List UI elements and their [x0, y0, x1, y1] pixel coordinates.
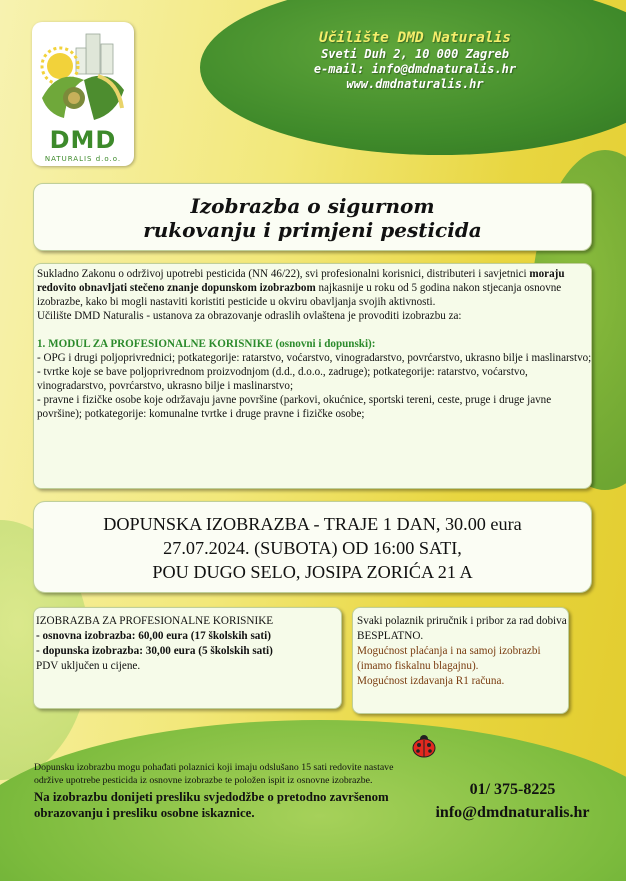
pricing-supplementary-text: - dopunska izobrazba: 30,00 eura (5 školskih sati) [36, 645, 273, 657]
org-email[interactable]: e-mail: info@dmdnaturalis.hr [313, 62, 517, 76]
pricing-basic [36, 629, 273, 644]
event-line-2: 27.07.2024. (SUBOTA) OD 16:00 SATI, [163, 538, 462, 558]
spacer [37, 323, 592, 337]
org-address: Sveti Duh 2, 10 000 Zagreb [321, 47, 509, 61]
pricing-card [33, 607, 342, 709]
info-card [352, 607, 569, 714]
info-r1-invoice: Mogućnost izdavanja R1 računa. [357, 675, 505, 687]
main-info-card [33, 263, 592, 489]
pricing-vat: PDV uključen u cijene. [36, 660, 141, 672]
documents-requirement: Na izobrazbu donijeti presliku svjedodžbe o pretodno završenom obrazovanju i presliku osobne iskaznice. [34, 790, 389, 820]
dmd-logo [32, 22, 134, 166]
page-title [34, 194, 591, 242]
intro-text-end: najkasnije u roku od 5 godina nakon stjecanja osnovne izobrazbe, kako bi mogli nastaviti koristiti pesticide u okviru obavljanja svojih aktivnosti. [37, 282, 562, 308]
logo-subtitle: NATURALIS d.o.o. [44, 155, 122, 163]
event-line-3: POU DUGO SELO, JOSIPA ZORIĆA 21 A [152, 562, 473, 582]
contact-block [420, 778, 605, 824]
title-line-1: Izobrazba o sigurnom [190, 194, 435, 218]
ladybug-icon [410, 733, 438, 759]
info-payment: Mogućnost plaćanja i na samoj izobrazbi (imamo fiskalnu blagajnu). [357, 645, 541, 672]
module-heading: 1. MODUL ZA PROFESIONALNE KORISNIKE (osnovni i dopunski): [37, 338, 376, 350]
module-item-2: - tvrtke koje se bave poljoprivrednom proizvodnjom (d.d., d.o.o., zadruge); potkategorije: ratarstvo, voćarstvo, vinogradarstvo, povrćarstvo, ukrasno bilje i maslinarstvo; [37, 366, 528, 392]
event-details [34, 512, 591, 584]
intro-text-bold: moraju redovito obnavljati stečeno znanje dopunskom izobrazbom [37, 268, 565, 294]
pricing-heading: IZOBRAZBA ZA PROFESIONALNE KORISNIKE [36, 615, 274, 627]
header-contact [240, 30, 590, 91]
dmd-logo-icon [38, 28, 128, 124]
info-free-materials: Svaki polaznik priručnik i pribor za rad dobiva BESPLATNO. [357, 615, 567, 642]
event-line-1: DOPUNSKA IZOBRAZBA - TRAJE 1 DAN, 30.00 eura [103, 514, 522, 534]
title-line-2: rukovanju i primjeni pesticida [143, 218, 482, 242]
logo-mark: DMD [49, 126, 117, 154]
org-website[interactable]: www.dmdnaturalis.hr [346, 77, 484, 91]
module-item-1: - OPG i drugi poljoprivrednici; potkategorije: ratarstvo, voćarstvo, vinogradarstvo, povrćarstvo, ukrasno bilje i maslinarstvo; [37, 352, 592, 364]
bottom-notes [34, 762, 414, 821]
pricing-text [36, 614, 273, 674]
event-card [33, 501, 592, 593]
main-info-text [37, 267, 592, 421]
prerequisite-note: Dopunsku izobrazbu mogu pohađati polaznici koji imaju odslušano 15 sati redovite nastave održive upotrebe pesticida iz osnovne izobrazbe te položen ispit iz osnovne izobrazbe. [34, 762, 394, 786]
title-card [33, 183, 592, 251]
pricing-supplementary [36, 644, 273, 659]
intro-paragraph [37, 267, 592, 309]
contact-email[interactable]: info@dmdnaturalis.hr [435, 804, 590, 821]
contact-phone[interactable]: 01/ 375-8225 [469, 781, 556, 798]
org-name: Učilište DMD Naturalis [318, 30, 512, 46]
info-text [357, 614, 568, 689]
pricing-basic-text: - osnovna izobrazba: 60,00 eura (17 školskih sati) [36, 630, 271, 642]
authorization-paragraph: Učilište DMD Naturalis - ustanova za obrazovanje odraslih ovlaštena je provoditi izobrazbu za: [37, 310, 462, 322]
intro-text-start: Sukladno Zakonu o održivoj upotrebi pesticida (NN 46/22), svi profesionalni korisnici, distributeri i savjetnici [37, 268, 530, 280]
module-item-3: - pravne i fizičke osobe koje održavaju javne površine (parkovi, okućnice, sportski tereni, ceste, pruge i druge javne površine); potkategorije: komunalne tvrtke i druge pravne i fizičke osobe; [37, 394, 552, 420]
